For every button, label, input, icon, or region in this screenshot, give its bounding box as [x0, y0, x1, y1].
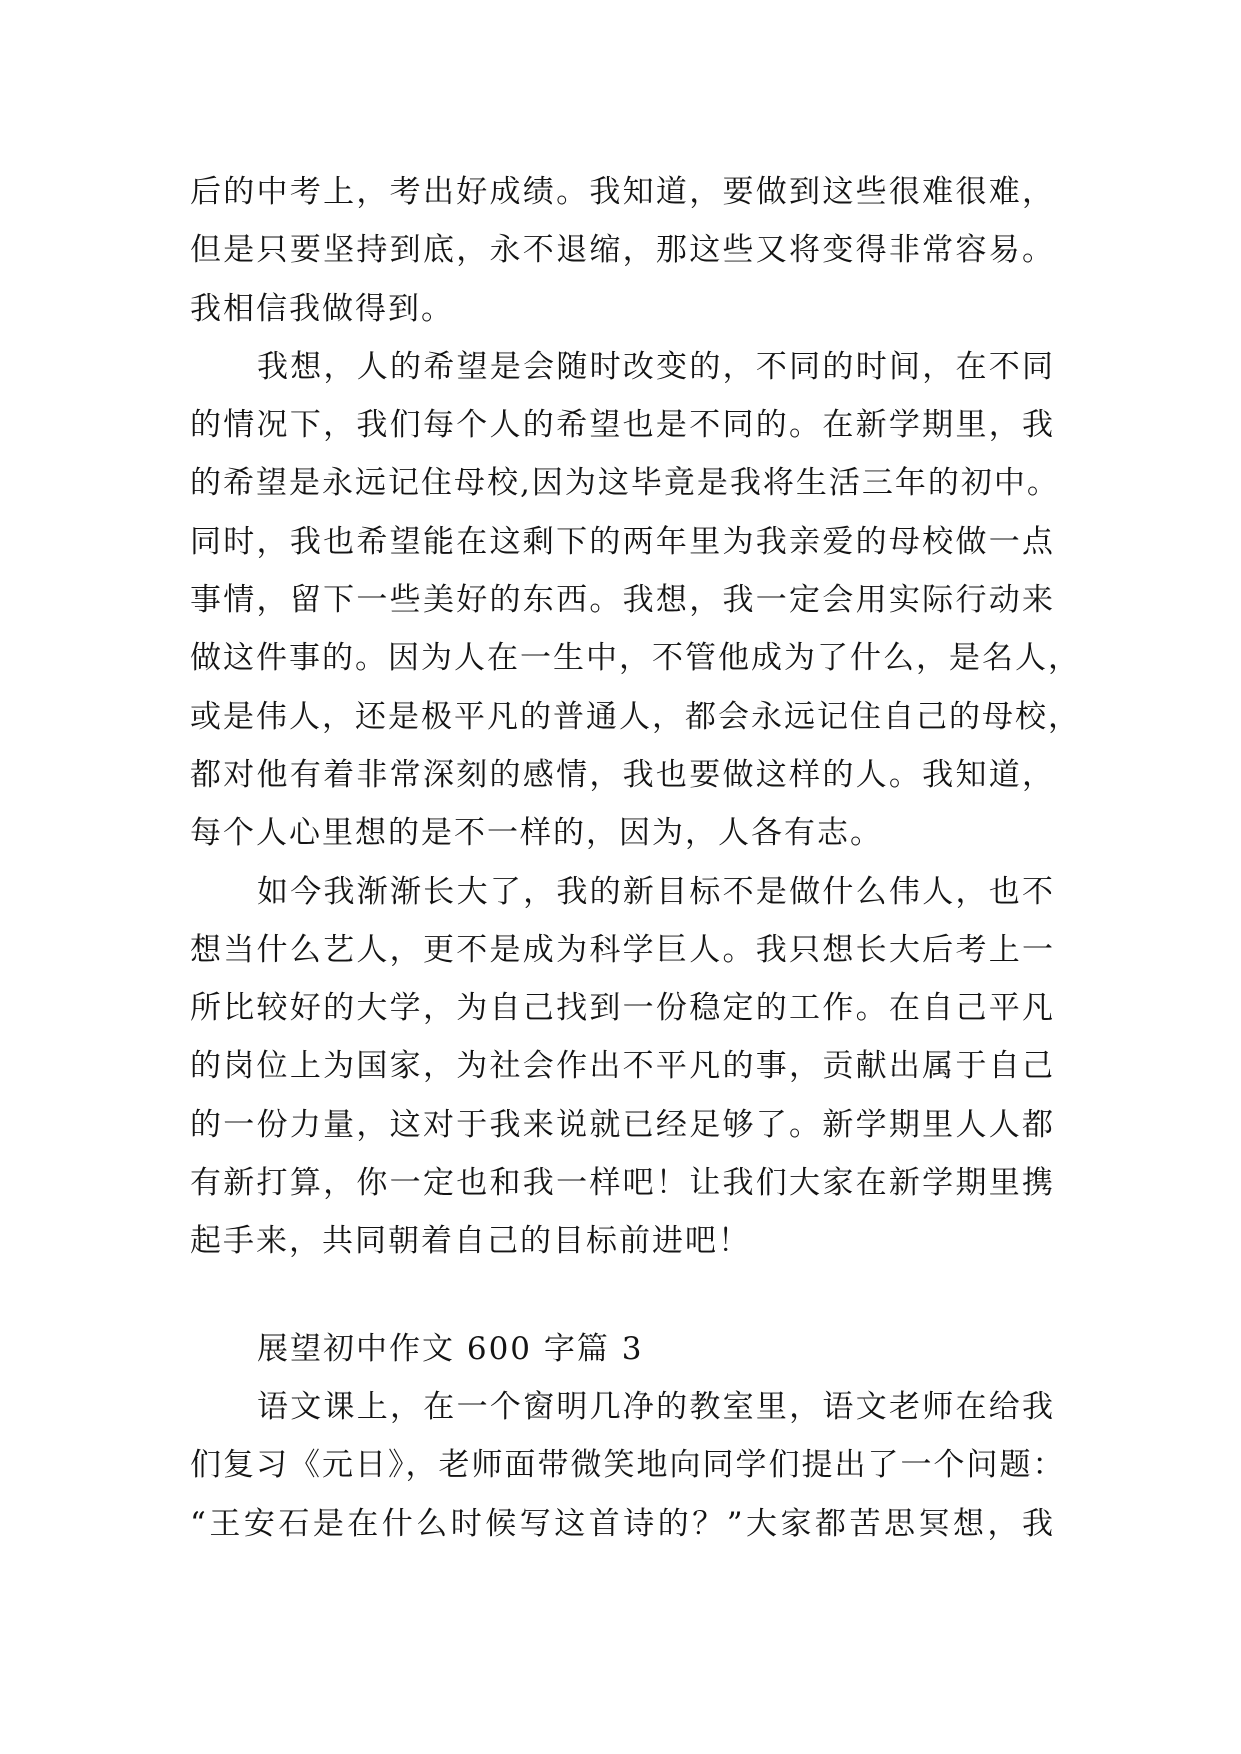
text-line: 的岗位上为国家，为社会作出不平凡的事，贡献出属于自己: [190, 1048, 1056, 1085]
text-line: 每个人心里想的是不一样的，因为，人各有志。: [190, 815, 883, 852]
text-line: 如今我渐渐长大了，我的新目标不是做什么伟人，也不: [257, 873, 1056, 910]
text-line: 起手来，共同朝着自己的目标前进吧！: [190, 1223, 751, 1260]
text-line: 做这件事的。因为人在一生中，不管他成为了什么，是名人，: [190, 640, 1081, 677]
text-line: 我相信我做得到。: [190, 290, 454, 327]
text-line: 的情况下，我们每个人的希望也是不同的。在新学期里，我: [190, 407, 1056, 444]
text-line: 有新打算，你一定也和我一样吧！让我们大家在新学期里携: [190, 1165, 1056, 1202]
text-line: 所比较好的大学，为自己找到一份稳定的工作。在自己平凡: [190, 990, 1056, 1027]
text-line: 想当什么艺人，更不是成为科学巨人。我只想长大后考上一: [190, 931, 1056, 968]
section-heading: 展望初中作文 600 字篇 3: [257, 1330, 644, 1367]
text-line: 或是伟人，还是极平凡的普通人，都会永远记住自己的母校，: [190, 698, 1081, 735]
paragraph: [190, 863, 1056, 1271]
paragraph: [190, 338, 1081, 863]
text-line: “王安石是在什么时候写这首诗的？”大家都苦思冥想，我: [190, 1505, 1057, 1542]
document-body: [190, 163, 1081, 1553]
text-line: 后的中考上，考出好成绩。我知道，要做到这些很难很难，: [190, 174, 1056, 210]
text-line: 事情，留下一些美好的东西。我想，我一定会用实际行动来: [190, 582, 1056, 619]
paragraph: [190, 1378, 1066, 1553]
text-line: 我想，人的希望是会随时改变的，不同的时间，在不同: [257, 348, 1056, 385]
paragraph: [190, 163, 1056, 338]
text-line: 的希望是永远记住母校,因为这毕竟是我将生活三年的初中。: [190, 465, 1060, 502]
text-line: 同时，我也希望能在这剩下的两年里为我亲爱的母校做一点: [190, 523, 1056, 560]
text-line: 语文课上，在一个窗明几净的教室里，语文老师在给我: [257, 1388, 1056, 1425]
text-line: 但是只要坚持到底，永不退缩，那这些又将变得非常容易。: [190, 232, 1056, 269]
text-line: 的一份力量，这对于我来说就已经足够了。新学期里人人都: [190, 1106, 1056, 1143]
text-line: 都对他有着非常深刻的感情，我也要做这样的人。我知道，: [190, 756, 1056, 793]
text-line: 们复习《元日》，老师面带微笑地向同学们提出了一个问题：: [190, 1447, 1066, 1484]
